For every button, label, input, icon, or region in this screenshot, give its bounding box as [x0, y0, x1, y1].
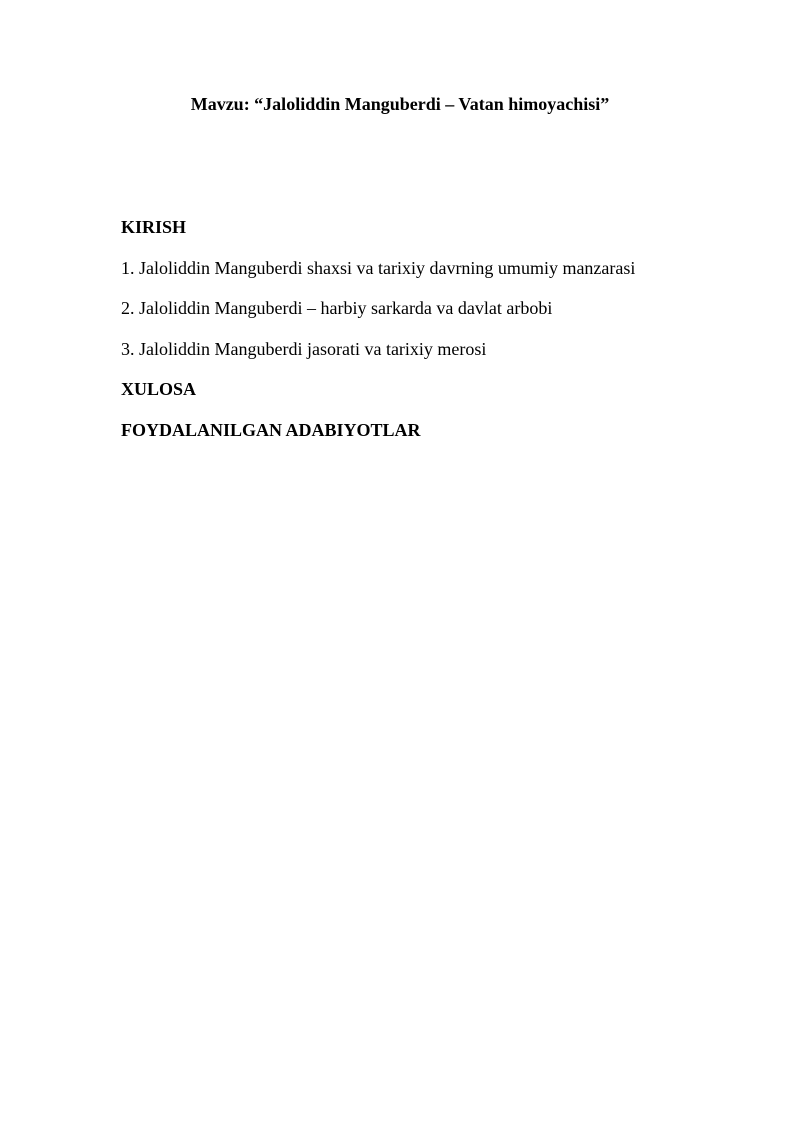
toc-entry-chapter-2: 2. Jaloliddin Manguberdi – harbiy sarkarda va davlat arbobi	[121, 298, 553, 318]
toc-entry-chapter-1: 1. Jaloliddin Manguberdi shaxsi va tarixiy davrning umumiy manzarasi	[121, 257, 636, 278]
document-title: Mavzu: “Jaloliddin Manguberdi – Vatan himoyachisi”	[190, 94, 610, 114]
toc-entry-chapter-3: 3. Jaloliddin Manguberdi jasorati va tarixiy merosi	[121, 338, 487, 359]
table-of-contents	[121, 216, 721, 459]
toc-entry-conclusion: XULOSA	[121, 379, 197, 399]
toc-entry-introduction: KIRISH	[121, 217, 187, 237]
toc-entry-references: FOYDALANILGAN ADABIYOTLAR	[121, 419, 421, 440]
